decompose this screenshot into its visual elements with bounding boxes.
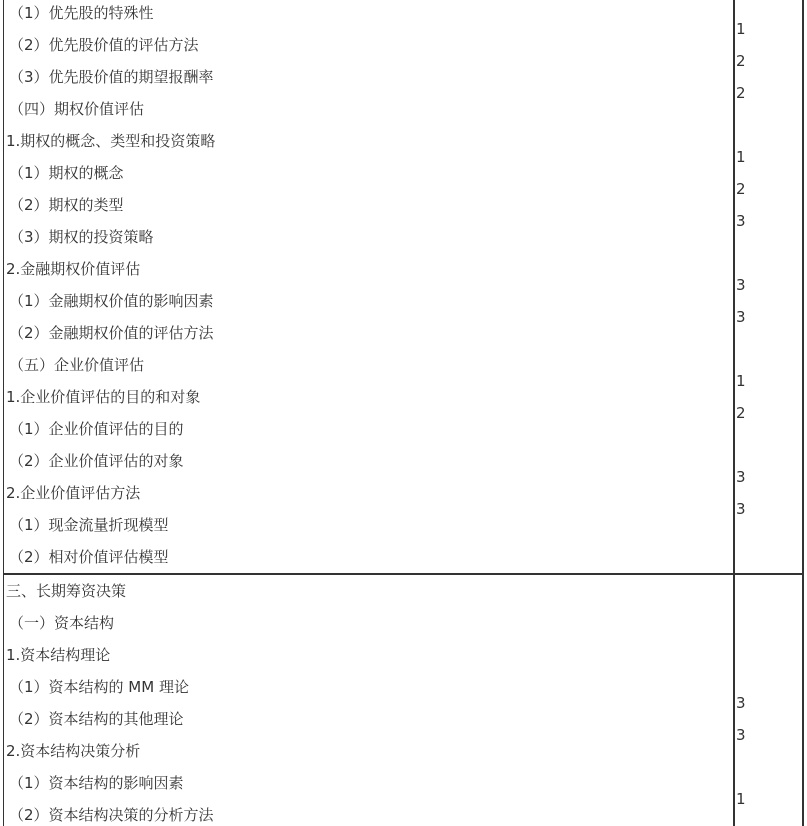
table-right-border [802,0,804,826]
level-number: 1 [736,148,746,166]
outline-line: （3）优先股价值的期望报酬率 [9,68,214,86]
level-number: 2 [736,84,746,102]
outline-subheading: 2.资本结构决策分析 [6,742,141,760]
level-number: 2 [736,404,746,422]
outline-line: （1）金融期权价值的影响因素 [9,292,214,310]
outline-subheading: 1.企业价值评估的目的和对象 [6,388,201,406]
outline-heading: （四）期权价值评估 [9,100,145,118]
outline-line: （1）企业价值评估的目的 [9,420,184,438]
table-left-border [3,0,4,826]
outline-line: （2）期权的类型 [9,196,124,214]
level-number: 1 [736,790,746,808]
level-number: 3 [736,694,746,712]
level-number: 1 [736,372,746,390]
outline-line: （1）期权的概念 [9,164,124,182]
outline-subheading: 1.期权的概念、类型和投资策略 [6,132,216,150]
level-number: 3 [736,276,746,294]
outline-line: （1）资本结构的 MM 理论 [9,678,189,696]
outline-line: （1）现金流量折现模型 [9,516,169,534]
level-number: 2 [736,52,746,70]
level-number: 3 [736,308,746,326]
outline-heading: （五）企业价值评估 [9,356,145,374]
outline-line: （2）相对价值评估模型 [9,548,169,566]
level-number: 3 [736,468,746,486]
outline-line: （2）企业价值评估的对象 [9,452,184,470]
outline-subheading: 1.资本结构理论 [6,646,111,664]
level-number: 1 [736,20,746,38]
level-number: 3 [736,212,746,230]
outline-line: （2）资本结构决策的分析方法 [9,806,214,824]
chapter-heading: 三、长期筹资决策 [6,582,127,600]
outline-line: （3）期权的投资策略 [9,228,154,246]
outline-line: （2）资本结构的其他理论 [9,710,184,728]
outline-line: （1）资本结构的影响因素 [9,774,184,792]
level-number: 3 [736,726,746,744]
outline-line: （1）优先股的特殊性 [9,4,154,22]
outline-line: （2）金融期权价值的评估方法 [9,324,214,342]
outline-heading: （一）资本结构 [9,614,115,632]
level-number: 3 [736,500,746,518]
table-column-divider [733,0,735,826]
outline-line: （2）优先股价值的评估方法 [9,36,199,54]
outline-subheading: 2.金融期权价值评估 [6,260,141,278]
outline-subheading: 2.企业价值评估方法 [6,484,141,502]
level-number: 2 [736,180,746,198]
